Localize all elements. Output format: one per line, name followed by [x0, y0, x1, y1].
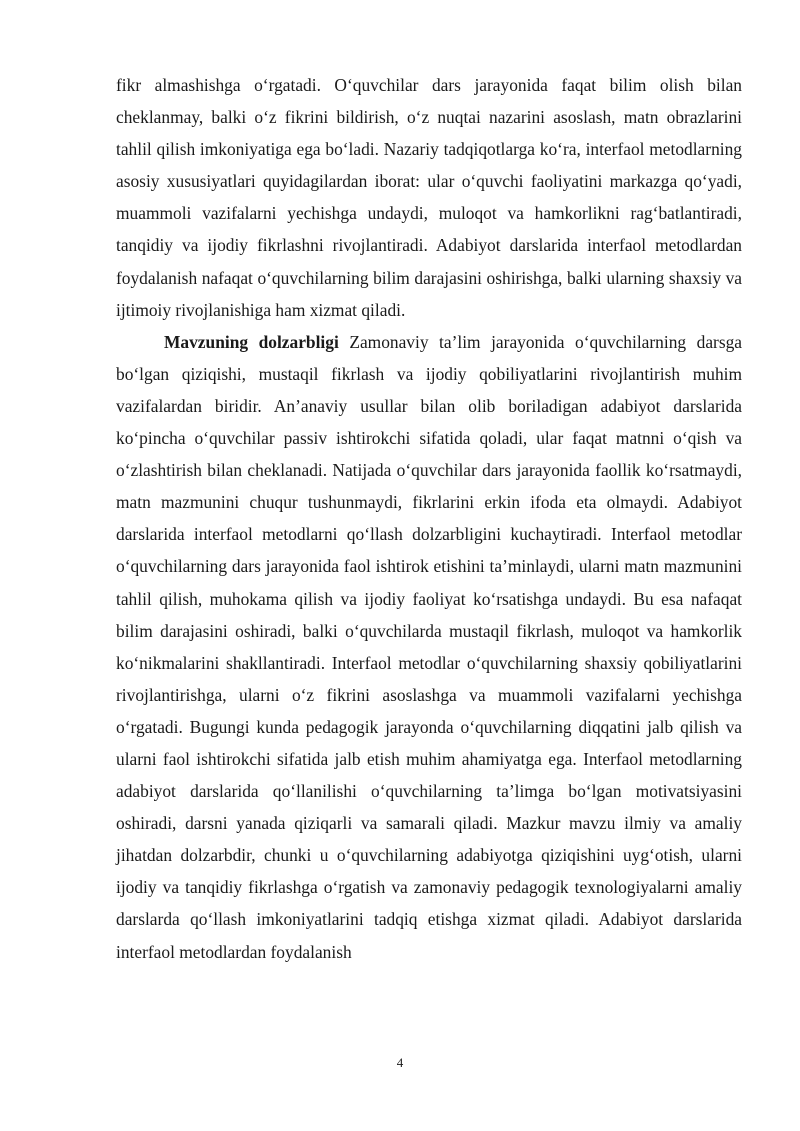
page-number: 4 [396, 1055, 404, 1070]
paragraph-relevance-body: Zamonaviy taʼlim jarayonida oʻquvchilarning darsga boʻlgan qiziqishi, mustaqil fikrlash va ijodiy qobiliyatlarini rivojlantirish muhim vazifalardan biridir. Anʼanaviy usullar bilan olib boriladigan adabiyot darslarida koʻpincha oʻquvchilar passiv ishtirokchi sifatida qoladi, ular faqat matnni oʻqish va oʻzlashtirish bilan cheklanadi. Natijada oʻquvchilar dars jarayonida faollik koʻrsatmaydi, matn mazmunini chuqur tushunmaydi, fikrlarini erkin ifoda eta olmaydi. Adabiyot darslarida interfaol metodlarni qoʻllash dolzarbligini kuchaytiradi. Interfaol metodlar oʻquvchilarning dars jarayonida faol ishtirok etishini taʼminlaydi, ularni matn mazmunini tahlil qilish, muhokama qilish va ijodiy faoliyat koʻrsatishga undaydi. Bu esa nafaqat bilim darajasini oshiradi, balki oʻquvchilarda mustaqil fikrlash, muloqot va hamkorlik koʻnikmalarini shakllantiradi. Interfaol metodlar oʻquvchilarning shaxsiy qobiliyatlarini rivojlantirishga, ularni oʻz fikrini asoslashga va muammoli vazifalarni yechishga oʻrgatadi. Bugungi kunda pedagogik jarayonda oʻquvchilarning diqqatini jalb qilish va ularni faol ishtirokchi sifatida jalb etish muhim ahamiyatga ega. Interfaol metodlarning adabiyot darslarida qoʻllanilishi oʻquvchilarning taʼlimga boʻlgan motivatsiyasini oshiradi, darsni yanada qiziqarli va samarali qiladi. Mazkur mavzu ilmiy va amaliy jihatdan dolzarbdir, chunki u oʻquvchilarning adabiyotga qiziqishini uygʻotish, ularni ijodiy va tanqidiy fikrlashga oʻrgatish va zamonaviy pedagogik texnologiyalarni amaliy darslarda qoʻllash imkoniyatlarini tadqiq etishga xizmat qiladi. Adabiyot darslarida interfaol metodlardan foydalanish [116, 331, 743, 962]
paragraph-continuation: fikr almashishga oʻrgatadi. Oʻquvchilar dars jarayonida faqat bilim olish bilan cheklanmay, balki oʻz fikrini bildirish, oʻz nuqtai nazarini asoslash, matn obrazlarini tahlil qilish imkoniyatiga ega boʻladi. Nazariy tadqiqotlarga koʻra, interfaol metodlarning asosiy xususiyatlari quyidagilardan iborat: ular oʻquvchi faoliyatini markazga qoʻyadi, muammoli vazifalarni yechishga undaydi, muloqot va hamkorlikni ragʻbatlantiradi, tanqidiy va ijodiy fikrlashni rivojlantiradi. Adabiyot darslarida interfaol metodlardan foydalanish nafaqat oʻquvchilarning bilim darajasini oshirishga, balki ularning shaxsiy va ijtimoiy rivojlanishiga ham xizmat qiladi. [116, 75, 742, 320]
section-heading-relevance: Mavzuning dolzarbligi [164, 331, 339, 352]
paragraph-relevance [116, 326, 742, 968]
body-text [116, 69, 742, 968]
